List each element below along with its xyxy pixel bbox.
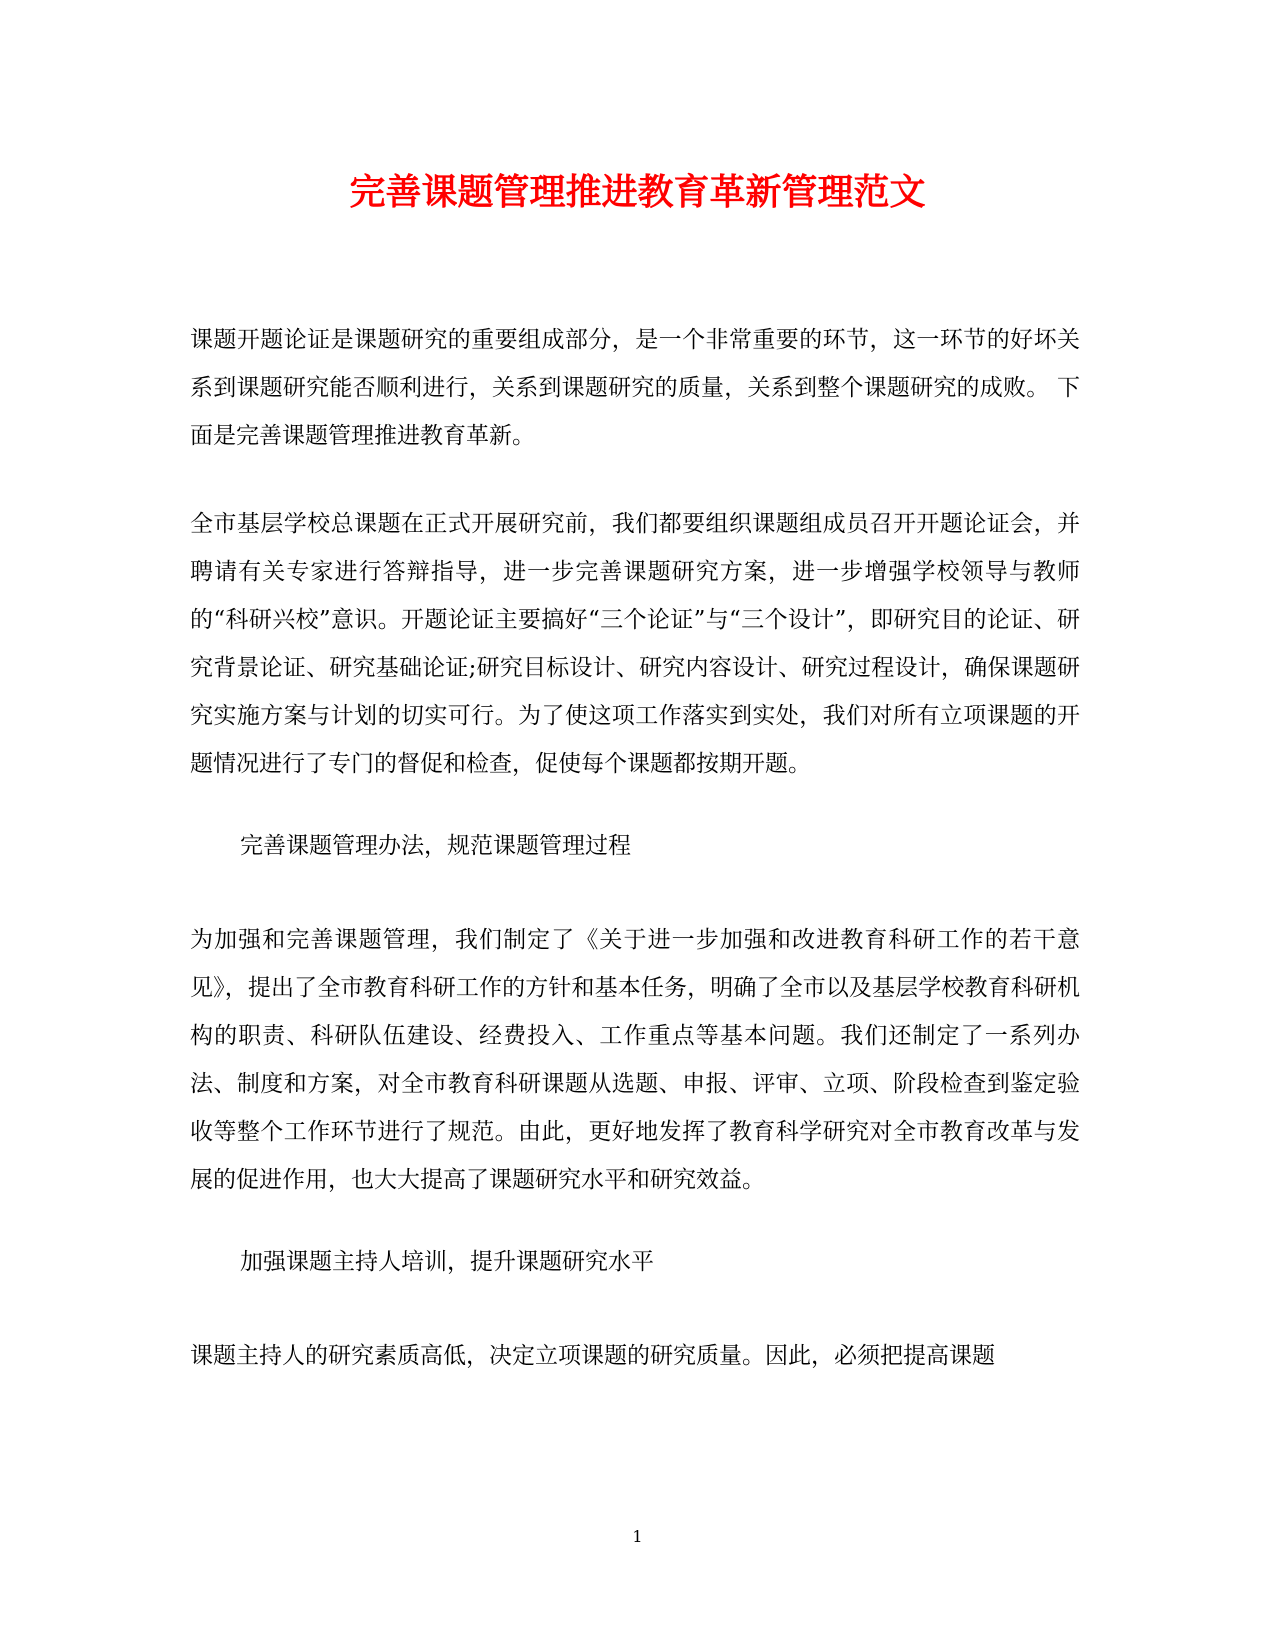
- page-title: 完善课题管理推进教育革新管理范文: [349, 171, 926, 213]
- paragraph-intro: 课题开题论证是课题研究的重要组成部分，是一个非常重要的环节，这一环节的好坏关系到课题研究能否顺利进行，关系到课题研究的质量，关系到整个课题研究的成败。 下面是完善课题管理推进教育革新。: [190, 327, 1080, 449]
- paragraph-management-measures: 为加强和完善课题管理，我们制定了《关于进一步加强和改进教育科研工作的若干意见》，提出了全市教育科研工作的方针和基本任务，明确了全市以及基层学校教育科研机构的职责、科研队伍建设、经费投入、工作重点等基本问题。我们还制定了一系列办法、制度和方案，对全市教育科研课题从选题、申报、评审、立项、阶段检查到鉴定验收等整个工作环节进行了规范。由此，更好地发挥了教育科学研究对全市教育改革与发展的促进作用，也大大提高了课题研究水平和研究效益。: [190, 927, 1080, 1193]
- section-heading-management: 完善课题管理办法，规范课题管理过程: [240, 833, 631, 859]
- page-number: 1: [632, 1527, 643, 1546]
- section-heading-training: 加强课题主持人培训，提升课题研究水平: [240, 1249, 654, 1275]
- paragraph-host-training: 课题主持人的研究素质高低，决定立项课题的研究质量。因此，必须把提高课题: [190, 1343, 995, 1369]
- paragraph-opening-defense: 全市基层学校总课题在正式开展研究前，我们都要组织课题组成员召开开题论证会，并聘请有关专家进行答辩指导，进一步完善课题研究方案，进一步增强学校领导与教师的“科研兴校”意识。开题论证主要搞好“三个论证”与“三个设计”，即研究目的论证、研究背景论证、研究基础论证;研究目标设计、研究内容设计、研究过程设计，确保课题研究实施方案与计划的切实可行。为了使这项工作落实到实处，我们对所有立项课题的开题情况进行了专门的督促和检查，促使每个课题都按期开题。: [190, 511, 1080, 777]
